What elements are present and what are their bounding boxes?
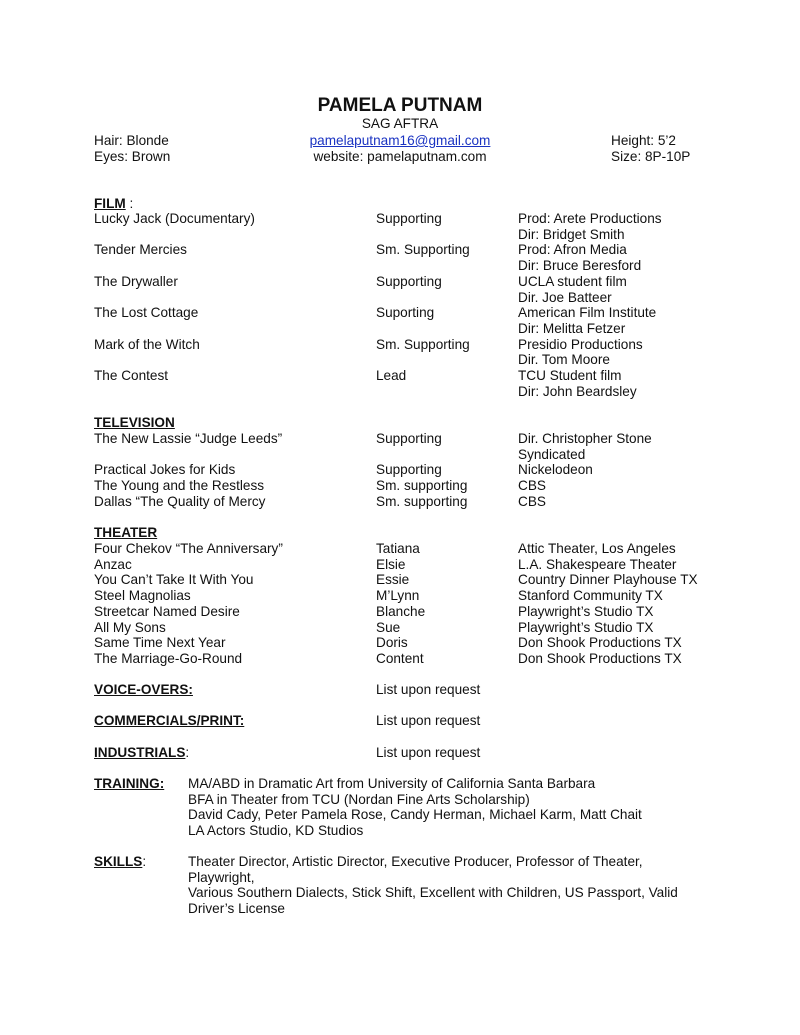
credit-title: Four Chekov “The Anniversary” xyxy=(94,541,283,556)
film-credit-row xyxy=(0,368,800,384)
credit-title: Steel Magnolias xyxy=(94,588,191,604)
skills-list xyxy=(188,854,708,917)
film-credit-row xyxy=(0,352,800,368)
credit-role: Supporting xyxy=(376,273,442,289)
credit-production: Stanford Community TX xyxy=(518,588,663,604)
credit-title: The Marriage-Go-Round xyxy=(94,650,243,666)
email-link[interactable]: pamelaputnam16@gmail.com xyxy=(309,133,491,148)
voiceovers-row xyxy=(0,682,800,698)
credit-role: Supporting xyxy=(376,211,442,226)
credit-title: Practical Jokes for Kids xyxy=(94,462,236,478)
actor-name: PAMELA PUTNAM xyxy=(317,95,483,116)
header-row-2 xyxy=(0,149,800,165)
film-credit-row xyxy=(0,242,800,258)
credit-production: TCU Student film xyxy=(518,368,622,383)
credit-title: Mark of the Witch xyxy=(94,336,200,352)
theater-heading: THEATER xyxy=(94,525,158,540)
email-wrap xyxy=(0,133,800,149)
film-heading-suffix: : xyxy=(125,196,134,211)
credit-production: Playwright’s Studio TX xyxy=(518,619,654,635)
credit-title: The Lost Cottage xyxy=(94,305,199,321)
theater-credit-row xyxy=(0,588,800,604)
training-line: David Cady, Peter Pamela Rose, Candy Herman, Michael Karm, Matt Chait xyxy=(188,807,642,823)
voiceovers-heading: VOICE-OVERS: xyxy=(94,682,193,697)
skills-heading-suffix: : xyxy=(142,854,147,869)
film-credit-row xyxy=(0,290,800,306)
film-credit-row xyxy=(0,321,800,337)
credit-title: Streetcar Named Desire xyxy=(94,603,240,619)
credit-production: Dir. Tom Moore xyxy=(518,352,610,368)
credit-role: M’Lynn xyxy=(376,588,420,604)
industrials-heading xyxy=(94,745,189,761)
credit-role: Doris xyxy=(376,635,408,651)
credit-role: Sm. Supporting xyxy=(376,336,470,352)
film-credit-row xyxy=(0,337,800,353)
television-credit-row xyxy=(0,494,800,510)
credit-production: Don Shook Productions TX xyxy=(518,650,682,666)
film-heading-text: FILM xyxy=(94,196,126,211)
credit-production: Presidio Productions xyxy=(518,336,643,352)
credit-production: Dir: John Beardsley xyxy=(518,383,637,399)
commercials-value: List upon request xyxy=(376,713,481,728)
television-credit-row xyxy=(0,431,800,447)
voiceovers-value: List upon request xyxy=(376,682,481,697)
film-credit-row xyxy=(0,274,800,290)
theater-credit-row xyxy=(0,541,800,557)
industrials-heading-suffix: : xyxy=(185,745,190,760)
union-affiliation: SAG AFTRA xyxy=(361,116,439,131)
credit-title: Same Time Next Year xyxy=(94,635,226,651)
film-credit-row xyxy=(0,227,800,243)
credit-production: Country Dinner Playhouse TX xyxy=(518,572,698,588)
credit-role: Lead xyxy=(376,368,407,383)
height: Height: 5’2 xyxy=(611,133,676,148)
film-credit-row xyxy=(0,211,800,227)
training-heading: TRAINING: xyxy=(94,776,165,791)
theater-credit-row xyxy=(0,557,800,573)
credit-role: Sm. supporting xyxy=(376,493,468,509)
credit-role: Tatiana xyxy=(376,541,420,556)
theater-heading-row xyxy=(0,525,800,541)
film-credit-row xyxy=(0,258,800,274)
credit-title: All My Sons xyxy=(94,619,166,635)
credit-title: Dallas “The Quality of Mercy xyxy=(94,493,266,509)
credit-title: The New Lassie “Judge Leeds” xyxy=(94,431,283,446)
skills-line: Theater Director, Artistic Director, Executive Producer, Professor of Theater, Playwright, xyxy=(188,854,643,885)
commercials-heading: COMMERCIALS/PRINT: xyxy=(94,713,245,728)
training-line: BFA in Theater from TCU (Nordan Fine Arts Scholarship) xyxy=(188,791,530,807)
credit-title: The Drywaller xyxy=(94,273,178,289)
credit-production: Dir: Melitta Fetzer xyxy=(518,320,626,336)
credit-title: Lucky Jack (Documentary) xyxy=(94,211,255,226)
credit-production: CBS xyxy=(518,493,546,509)
theater-credit-row xyxy=(0,604,800,620)
credit-role: Suporting xyxy=(376,305,435,321)
credit-production: Dir: Bruce Beresford xyxy=(518,258,642,274)
credit-role: Sm. Supporting xyxy=(376,242,470,258)
commercials-row xyxy=(0,713,800,729)
television-credit-row xyxy=(0,462,800,478)
credit-production: Dir. Joe Batteer xyxy=(518,289,612,305)
television-credit-row xyxy=(0,478,800,494)
credit-role: Elsie xyxy=(376,556,406,572)
skills-line: Driver’s License xyxy=(188,901,285,917)
credit-production: Dir: Bridget Smith xyxy=(518,226,625,242)
credit-title: Anzac xyxy=(94,556,132,572)
credit-role: Supporting xyxy=(376,462,442,478)
film-credit-row xyxy=(0,384,800,400)
film-heading-row xyxy=(0,196,800,212)
theater-credit-row xyxy=(0,651,800,667)
television-heading: TELEVISION xyxy=(94,415,175,430)
industrials-heading-text: INDUSTRIALS xyxy=(94,745,186,760)
credit-production: Attic Theater, Los Angeles xyxy=(518,541,676,556)
credit-production: Don Shook Productions TX xyxy=(518,635,682,651)
credit-role: Sm. supporting xyxy=(376,478,468,494)
film-credit-row xyxy=(0,305,800,321)
credit-title: You Can’t Take It With You xyxy=(94,572,254,588)
website: website: pamelaputnam.com xyxy=(313,149,487,164)
training-line: LA Actors Studio, KD Studios xyxy=(188,823,364,839)
credit-production: Dir. Christopher Stone xyxy=(518,431,652,446)
eye-color: Eyes: Brown xyxy=(94,149,171,164)
dress-size: Size: 8P-10P xyxy=(611,149,691,164)
credit-role: Content xyxy=(376,650,424,666)
credit-production: Nickelodeon xyxy=(518,462,593,478)
credit-title: The Young and the Restless xyxy=(94,478,265,494)
training-line: MA/ABD in Dramatic Art from University of California Santa Barbara xyxy=(188,776,596,791)
theater-credit-row xyxy=(0,620,800,636)
theater-credit-row xyxy=(0,635,800,651)
film-heading xyxy=(94,196,133,212)
credit-title: Tender Mercies xyxy=(94,242,187,258)
header-row-1 xyxy=(0,133,800,149)
credit-role: Supporting xyxy=(376,431,442,446)
credit-production: L.A. Shakespeare Theater xyxy=(518,556,677,572)
skills-heading-text: SKILLS xyxy=(94,854,143,869)
hair-color: Hair: Blonde xyxy=(94,133,169,148)
theater-credit-row xyxy=(0,572,800,588)
skills-line: Various Southern Dialects, Stick Shift, Excellent with Children, US Passport, Valid xyxy=(188,885,678,901)
credit-production: Syndicated xyxy=(518,446,586,462)
credit-production: American Film Institute xyxy=(518,305,657,321)
credit-role: Essie xyxy=(376,572,410,588)
credit-production: UCLA student film xyxy=(518,273,627,289)
skills-heading xyxy=(94,854,146,870)
training-list xyxy=(188,776,708,839)
credit-production: Prod: Arete Productions xyxy=(518,211,662,226)
industrials-row xyxy=(0,745,800,761)
television-heading-row xyxy=(0,415,800,431)
credit-role: Blanche xyxy=(376,603,426,619)
industrials-value: List upon request xyxy=(376,745,481,760)
credit-role: Sue xyxy=(376,619,401,635)
television-credit-row xyxy=(0,447,800,463)
credit-production: CBS xyxy=(518,478,546,494)
credit-production: Playwright’s Studio TX xyxy=(518,603,654,619)
credit-production: Prod: Afron Media xyxy=(518,242,627,258)
credit-title: The Contest xyxy=(94,368,169,383)
